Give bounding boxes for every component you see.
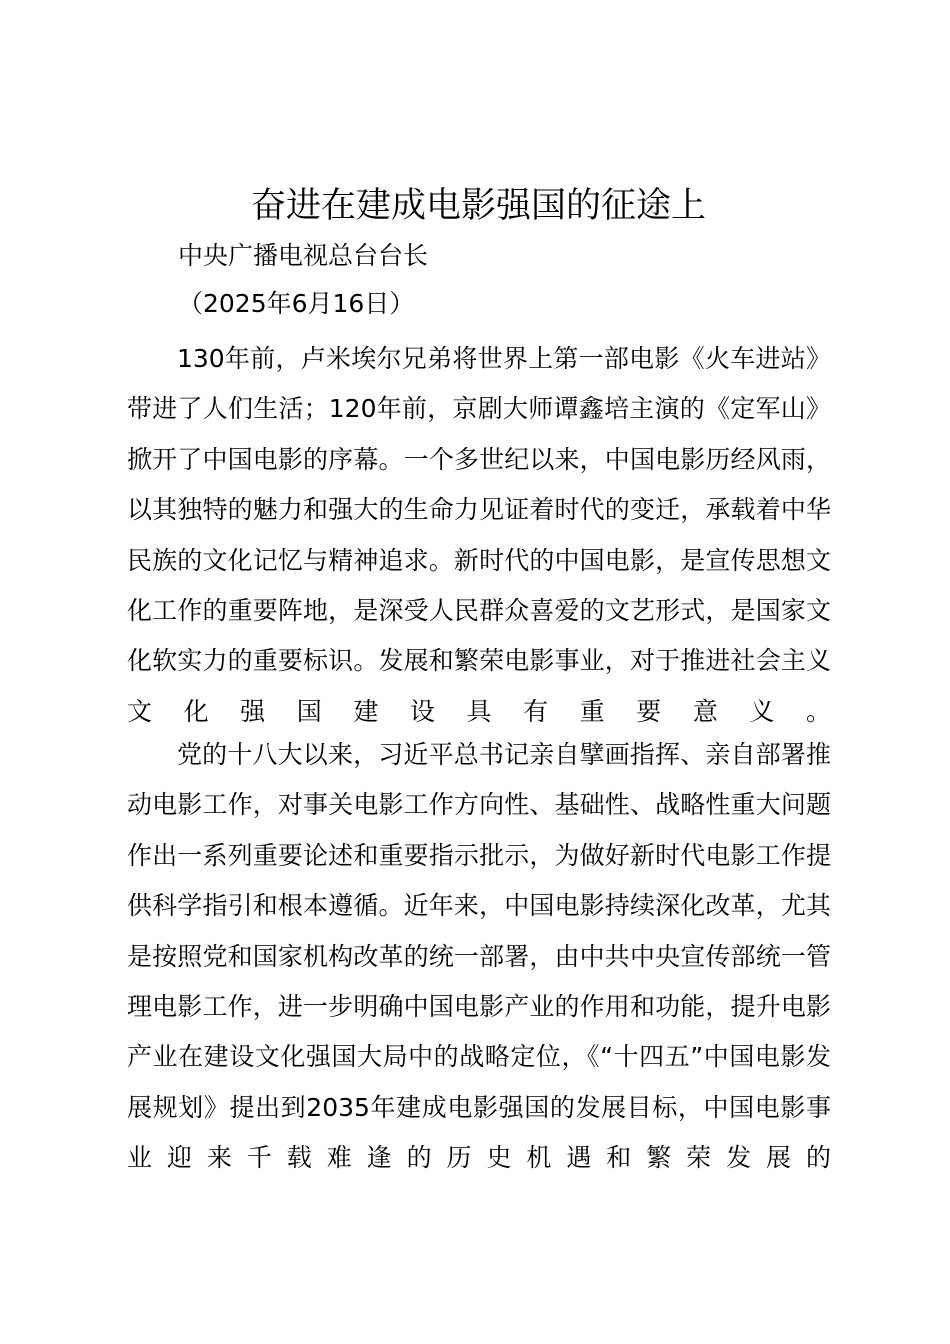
author-line: 中央广播电视总台台长 bbox=[178, 241, 429, 270]
body-paragraph: 130年前，卢米埃尔兄弟将世界上第一部电影《火车进站》带进了人们生活；120年前，京剧大师谭鑫培主演的《定军山》掀开了中国电影的序幕。一个多世纪以来，中国电影历经风雨，以其独特的魅力和强大的生命力见证着时代的变迁，承载着中华民族的文化记忆与精神追求。新时代的中国电影，是宣传思想文化工作的重要阵地，是深受人民群众喜爱的文艺形式，是国家文化软实力的重要标识。发展和繁荣电影事业，对于推进社会主义文化强国建设具有重要意义。 bbox=[127, 344, 831, 726]
document-title: 奋进在建成电影强国的征途上 bbox=[250, 186, 706, 226]
date-line: （2025年6月16日） bbox=[178, 289, 415, 318]
body-paragraph: 党的十八大以来，习近平总书记亲自擘画指挥、亲自部署推动电影工作，对事关电影工作方向性、基础性、战略性重大问题作出一系列重要论述和重要指示批示，为做好新时代电影工作提供科学指引和根本遵循。近年来，中国电影持续深化改革，尤其是按照党和国家机构改革的统一部署，由中共中央宣传部统一管理电影工作，进一步明确中国电影产业的作用和功能，提升电影产业在建设文化强国大局中的战略定位，《“十四五”中国电影发展规划》提出到2035年建成电影强国的发展目标，中国电影事业迎来千载难逢的历史机遇和繁荣发展的 bbox=[127, 740, 831, 1173]
